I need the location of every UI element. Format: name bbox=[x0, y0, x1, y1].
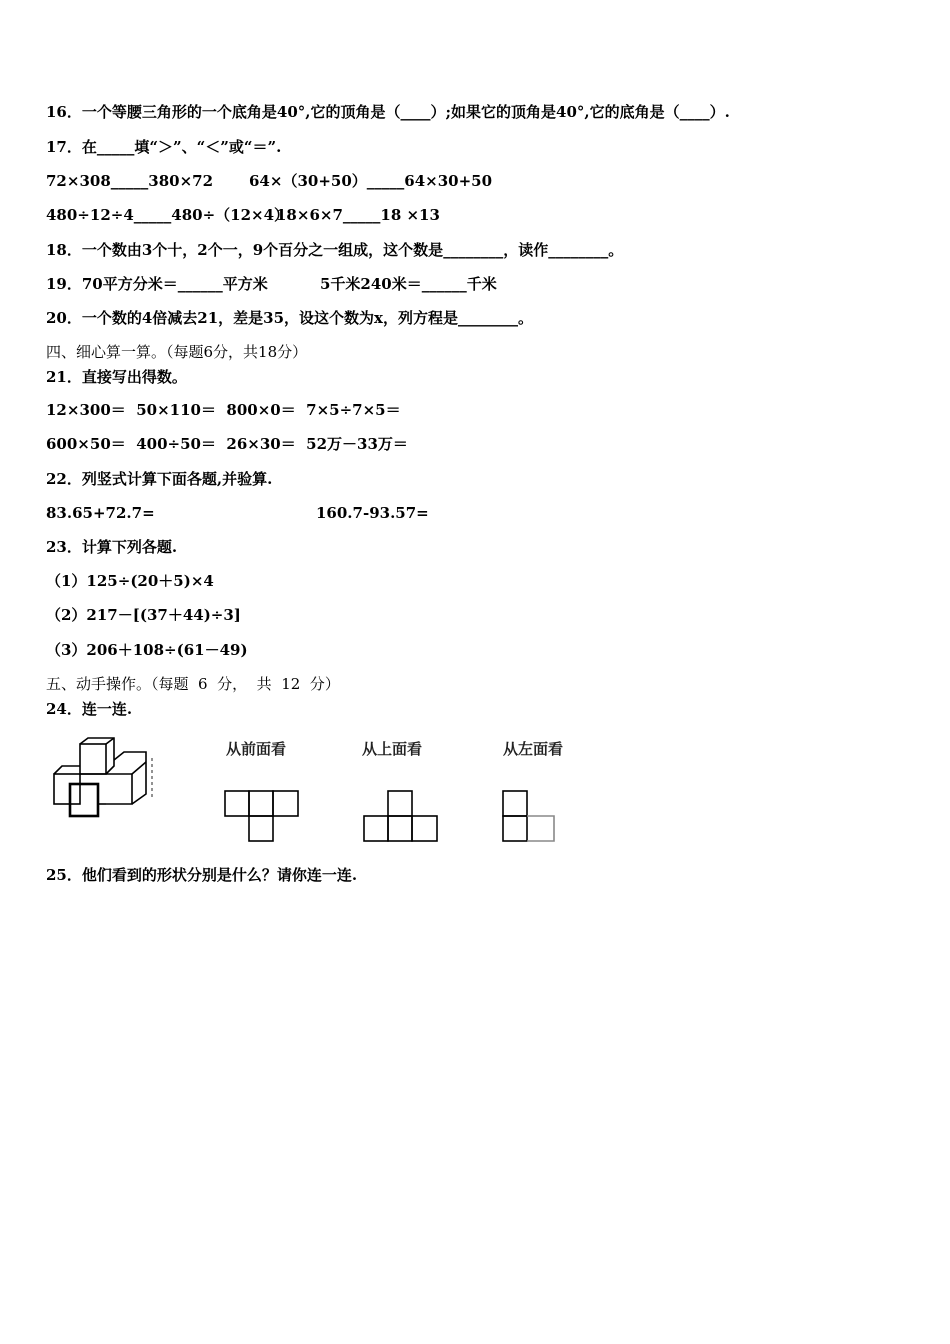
q18-text: 18．一个数由3个十，2个一，9个百分之一组成，这个数是________，读作________。 bbox=[46, 241, 624, 259]
q17-item-a1: 72×308_____380×72 bbox=[46, 172, 214, 190]
view-label-left: 从左面看 bbox=[503, 740, 564, 758]
q25-text: 25．他们看到的形状分别是什么？请你连一连. bbox=[46, 866, 358, 884]
q17-text: 17．在_____填“＞”、“＜”或“＝”. bbox=[46, 138, 282, 156]
q21-row-1: 12×300＝ 50×110＝ 800×0＝ 7×5÷7×5＝ bbox=[46, 401, 401, 419]
q22-item-a: 83.65+72.7= bbox=[46, 504, 155, 522]
q23-item-1: （1）125÷(20＋5)×4 bbox=[46, 572, 214, 590]
top-view-shape bbox=[363, 790, 439, 842]
section-5-heading: 五、动手操作。（每题 6 分， 共 12 分） bbox=[46, 675, 340, 693]
front-view-shape bbox=[224, 790, 300, 842]
q20-text: 20．一个数的4倍减去21，差是35，设这个数为x，列方程是________。 bbox=[46, 309, 534, 327]
q23-item-2: （2）217－[(37＋44)÷3] bbox=[46, 606, 241, 624]
q19-part-a: 19．70平方分米＝______平方米 bbox=[46, 275, 268, 293]
q22-text: 22．列竖式计算下面各题,并验算. bbox=[46, 470, 273, 488]
q19-part-b: 5千米240米＝______千米 bbox=[320, 275, 497, 293]
section-4-heading: 四、细心算一算。（每题6分，共18分） bbox=[46, 343, 308, 361]
q22-item-b: 160.7-93.57= bbox=[316, 504, 429, 522]
q24-text: 24．连一连. bbox=[46, 700, 133, 718]
q16-text: 16．一个等腰三角形的一个底角是40°,它的顶角是（____）;如果它的顶角是40°,它的底角是（____）. bbox=[46, 103, 730, 121]
q17-item-b2: 18×6×7_____18 ×13 bbox=[276, 206, 440, 224]
cube-stack-figure bbox=[48, 738, 160, 820]
left-view-shape bbox=[502, 790, 556, 842]
q23-item-3: （3）206＋108÷(61－49) bbox=[46, 641, 248, 659]
q17-item-a2: 64×（30+50）_____64×30+50 bbox=[249, 172, 493, 190]
view-label-top: 从上面看 bbox=[362, 740, 423, 758]
q23-text: 23．计算下列各题. bbox=[46, 538, 178, 556]
q17-item-b1: 480÷12÷4_____480÷（12×4） bbox=[46, 206, 290, 224]
q21-row-2: 600×50＝ 400÷50＝ 26×30＝ 52万－33万＝ bbox=[46, 435, 408, 453]
view-label-front: 从前面看 bbox=[226, 740, 287, 758]
q21-text: 21．直接写出得数。 bbox=[46, 368, 187, 386]
